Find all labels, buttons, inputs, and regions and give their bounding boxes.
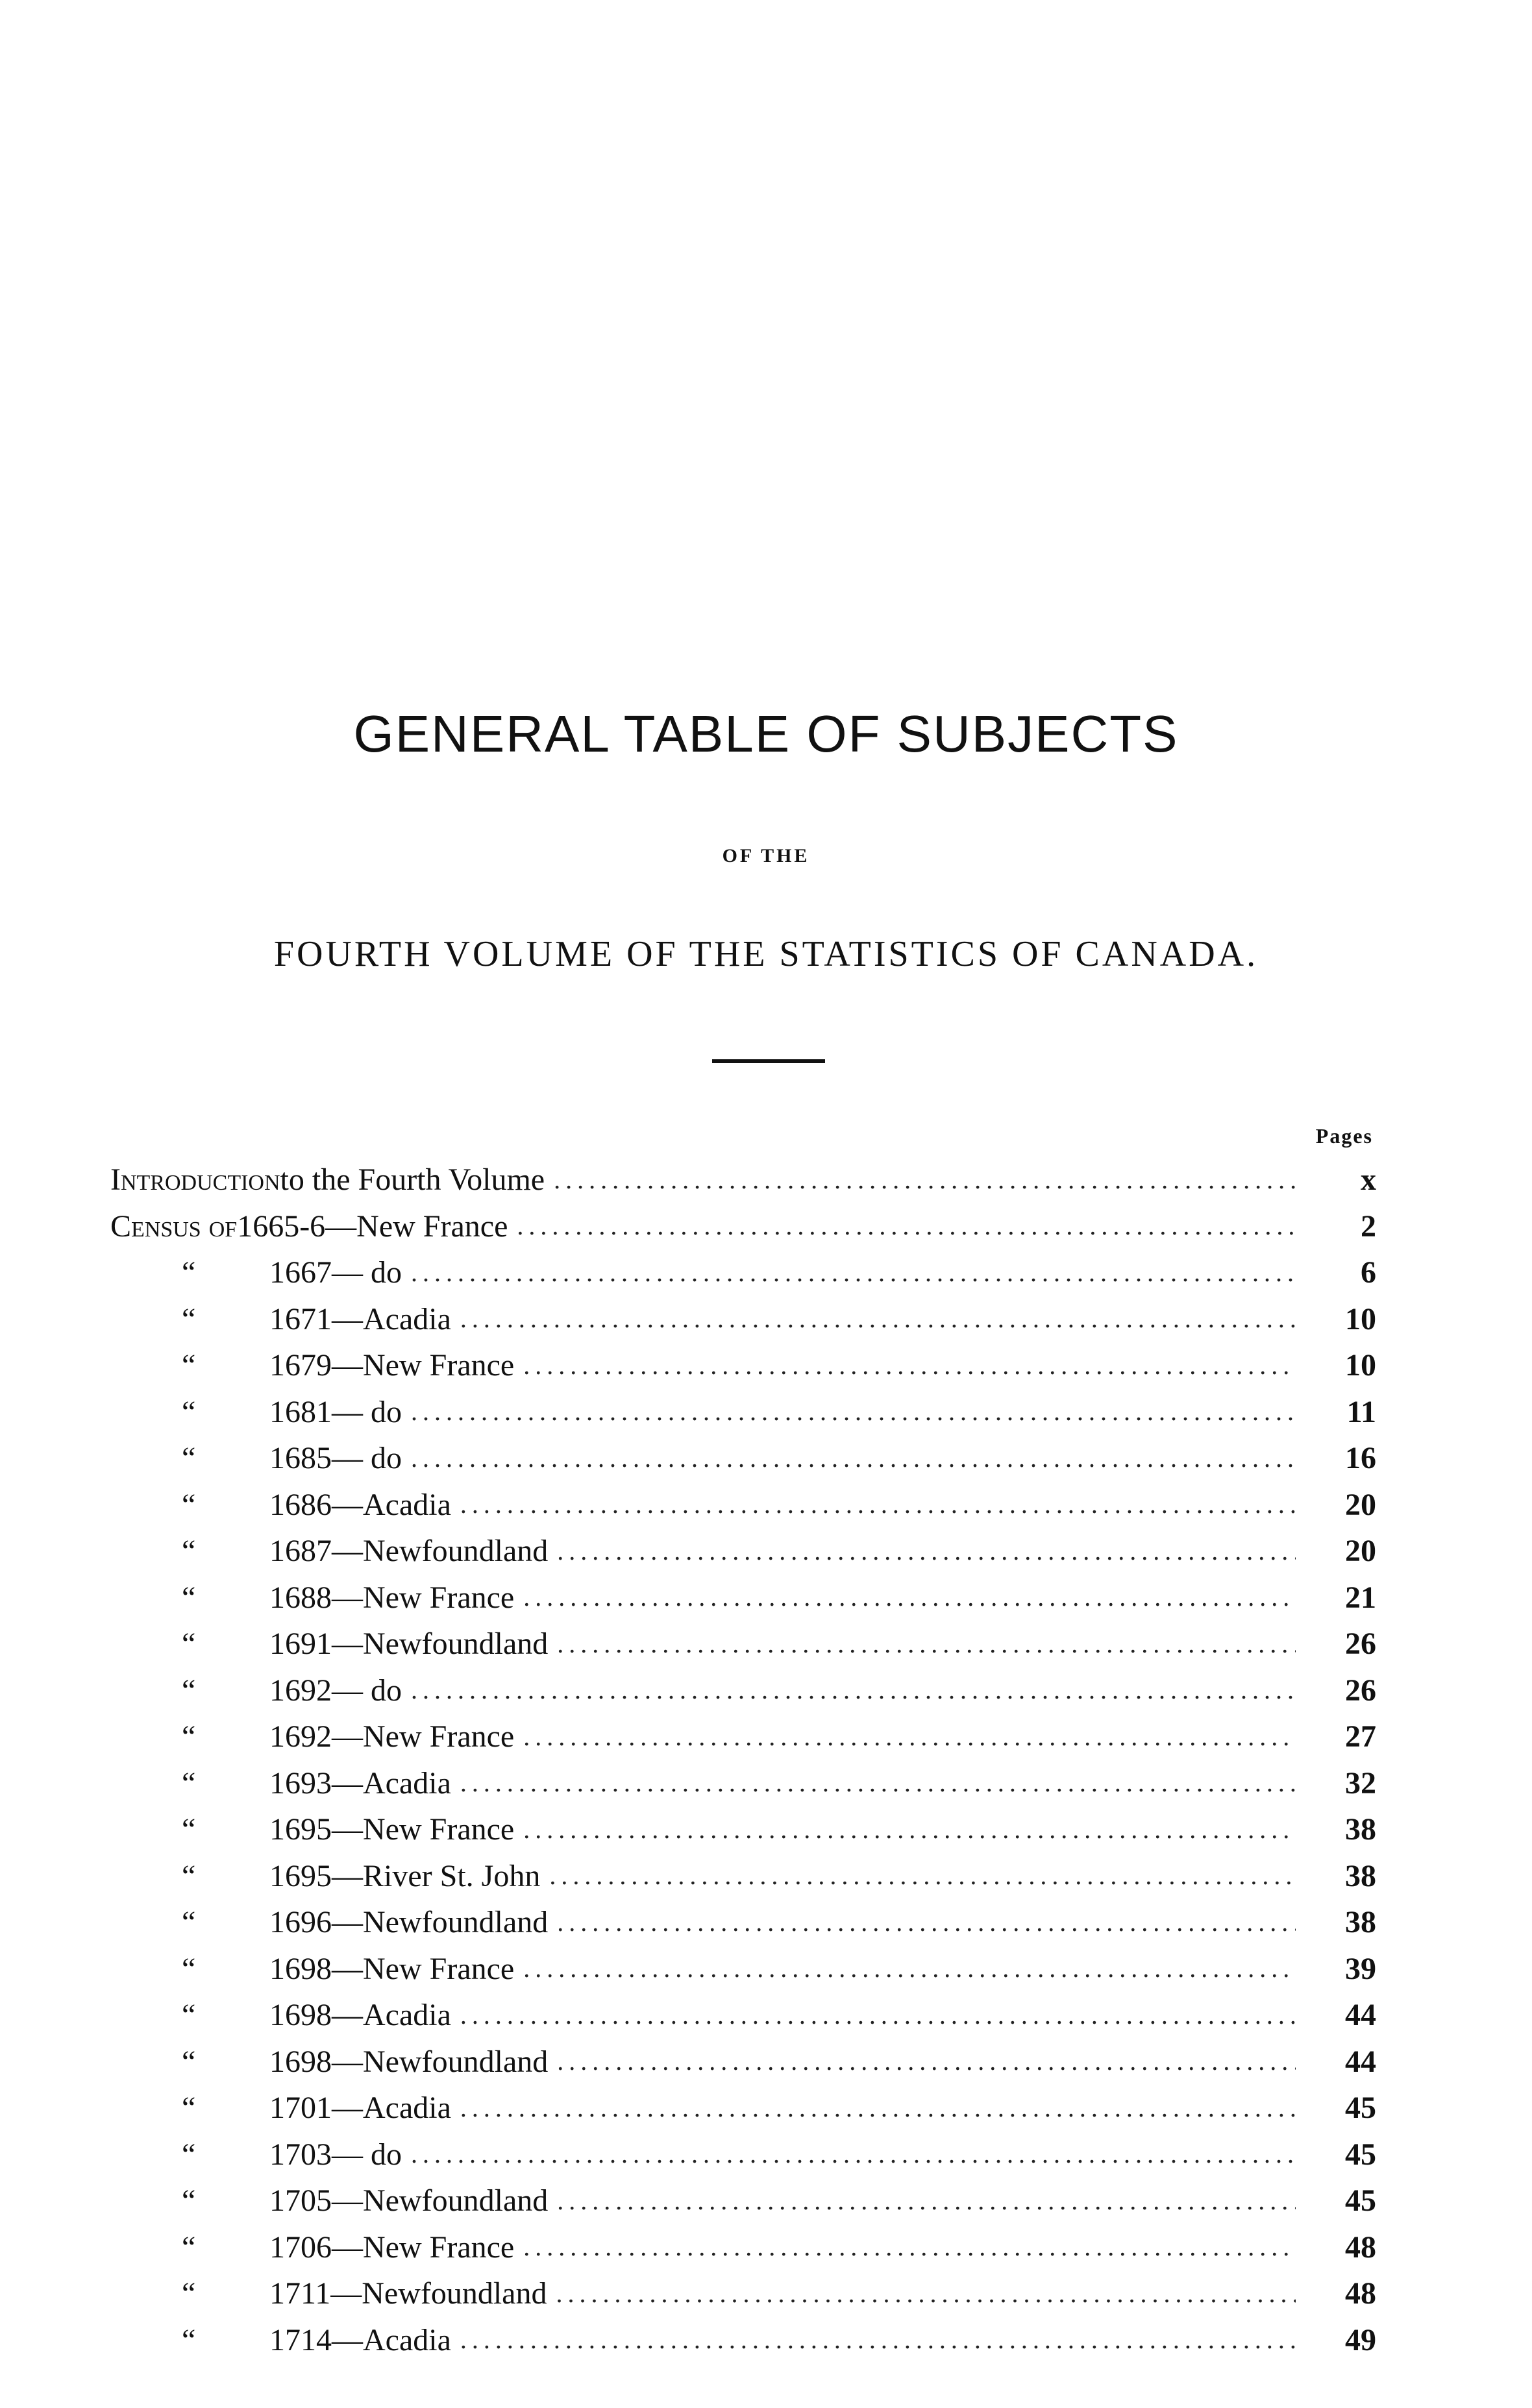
ditto-mark: “ — [182, 2183, 196, 2218]
toc-entry-text: 1692— do — [269, 1673, 402, 1708]
toc-entry-text: 1679—New France — [269, 1348, 515, 1383]
toc-entry — [110, 2317, 1376, 2364]
dot-leader — [411, 1399, 1296, 1425]
toc-entry-text: 1706—New France — [269, 2230, 515, 2265]
toc-entry-title — [110, 1533, 548, 1569]
toc-entry-title — [110, 2183, 548, 2218]
toc-entry-title — [110, 1162, 545, 1198]
toc-entry-page: 11 — [1346, 1394, 1376, 1429]
ditto-mark: “ — [182, 2137, 196, 2172]
dot-leader — [523, 1956, 1296, 1982]
ditto-mark: “ — [182, 2091, 196, 2126]
toc-entry-title — [110, 2090, 451, 2126]
toc-entry — [110, 2132, 1376, 2178]
toc-entry — [110, 1992, 1376, 2039]
toc-entry-page: 21 — [1345, 1580, 1376, 1615]
toc-entry — [110, 1899, 1376, 1946]
toc-entry — [110, 1621, 1376, 1667]
dot-leader — [557, 2048, 1296, 2074]
toc-entry — [110, 1667, 1376, 1714]
toc-entry-title — [110, 1673, 402, 1708]
toc-entry-title — [110, 1394, 402, 1430]
toc-entry-lead: Introduction — [110, 1162, 280, 1198]
dot-leader — [460, 2095, 1296, 2121]
dot-leader — [523, 2234, 1296, 2260]
toc-entry-text: 1714—Acadia — [269, 2322, 451, 2357]
ditto-mark: “ — [182, 1998, 196, 2033]
ditto-mark: “ — [182, 2044, 196, 2079]
toc-entry-page: 26 — [1345, 1673, 1376, 1708]
page-subtitle: OF THE — [722, 845, 810, 866]
dot-leader — [556, 2281, 1296, 2307]
toc-entry — [110, 1760, 1376, 1807]
toc-entry-text: 1698—New France — [269, 1951, 515, 1986]
toc-entry-text: 1686—Acadia — [269, 1487, 451, 1522]
toc-entry-page: 10 — [1345, 1348, 1376, 1383]
toc-entry — [110, 2224, 1376, 2271]
toc-entry-page: 44 — [1345, 2044, 1376, 2079]
toc-entry-title — [110, 2276, 547, 2311]
toc-entry — [110, 1342, 1376, 1389]
toc-entry — [110, 1575, 1376, 1621]
ditto-mark: “ — [182, 1719, 196, 1754]
toc-entry-title — [110, 1209, 508, 1244]
dot-leader — [554, 1167, 1296, 1193]
dot-leader — [460, 1306, 1296, 1332]
toc-entry-text: 1698—Newfoundland — [269, 2044, 549, 2079]
toc-entry-page: 45 — [1345, 2183, 1376, 2218]
toc-entry — [110, 1389, 1376, 1436]
dot-leader — [460, 2002, 1296, 2028]
toc-entry — [110, 1946, 1376, 1993]
toc-entry-page: 39 — [1345, 1951, 1376, 1986]
toc-entry-page: 38 — [1345, 1905, 1376, 1940]
toc-entry-page: 10 — [1345, 1301, 1376, 1336]
toc-entry — [110, 1435, 1376, 1482]
ditto-mark: “ — [182, 2322, 196, 2357]
page-title: GENERAL TABLE OF SUBJECTS — [353, 705, 1179, 763]
ditto-mark: “ — [182, 1951, 196, 1986]
toc-entry-text: 1693—Acadia — [269, 1765, 451, 1800]
toc-entry-text: 1696—Newfoundland — [269, 1905, 549, 1940]
toc-entry-page: 16 — [1345, 1441, 1376, 1476]
dot-leader — [549, 1863, 1296, 1889]
toc-entry-title — [110, 1580, 514, 1616]
toc-entry-title — [110, 1301, 451, 1337]
toc-entry-title — [110, 1904, 548, 1940]
toc-entry-page: 6 — [1361, 1255, 1376, 1290]
toc-entry-title — [110, 1719, 514, 1754]
toc-entry-title — [110, 1347, 514, 1383]
toc-entry-page: 26 — [1345, 1627, 1376, 1662]
ditto-mark: “ — [182, 1487, 196, 1522]
toc-entry — [110, 2085, 1376, 2132]
toc-entry-title — [110, 1440, 402, 1476]
dot-leader — [411, 1260, 1296, 1286]
toc-entry-text: 1671—Acadia — [269, 1301, 451, 1336]
toc-entry-page: 45 — [1345, 2137, 1376, 2172]
toc-entry-title — [110, 1765, 451, 1801]
ditto-mark: “ — [182, 1255, 196, 1290]
ditto-mark: “ — [182, 1580, 196, 1615]
ditto-mark: “ — [182, 1301, 196, 1336]
toc-entry-title — [110, 2230, 514, 2265]
toc-entry-page: 27 — [1345, 1719, 1376, 1754]
ditto-mark: “ — [182, 1812, 196, 1847]
dot-leader — [557, 1538, 1296, 1564]
dot-leader — [557, 2188, 1296, 2214]
dot-leader — [517, 1213, 1296, 1239]
toc-entry-page: 45 — [1345, 2091, 1376, 2126]
pages-column-header: Pages — [1315, 1124, 1373, 1148]
dot-leader — [411, 1445, 1296, 1471]
dot-leader — [557, 1910, 1296, 1935]
toc-entry-title — [110, 1255, 402, 1290]
toc-entry-title — [110, 1858, 540, 1894]
toc-entry-page: 32 — [1345, 1765, 1376, 1800]
toc-entry-text: 1691—Newfoundland — [269, 1627, 549, 1662]
toc-entry-page: 38 — [1345, 1812, 1376, 1847]
toc-entry-title — [110, 1812, 514, 1847]
toc-entry — [110, 1528, 1376, 1575]
toc-entry — [110, 1203, 1376, 1250]
ditto-mark: “ — [182, 1534, 196, 1569]
toc-entry-text: 1687—Newfoundland — [269, 1534, 549, 1569]
ditto-mark: “ — [182, 2230, 196, 2265]
ditto-mark: “ — [182, 1348, 196, 1383]
toc-entry — [110, 1482, 1376, 1529]
toc-entry-title — [110, 1487, 451, 1523]
ditto-mark: “ — [182, 1765, 196, 1800]
toc-entry-page: x — [1361, 1162, 1376, 1198]
ditto-mark: “ — [182, 1858, 196, 1893]
toc-entry-text: 1685— do — [269, 1441, 402, 1476]
toc-entry-title — [110, 2137, 402, 2172]
toc-entry-text: 1701—Acadia — [269, 2091, 451, 2126]
toc-entry-lead: Census of — [110, 1209, 238, 1244]
toc-entry-title — [110, 1997, 451, 2033]
toc-entry-page: 48 — [1345, 2276, 1376, 2311]
dot-leader — [460, 2327, 1296, 2353]
toc-entry-title — [110, 2322, 451, 2358]
toc-entry-text: to the Fourth Volume — [280, 1162, 545, 1198]
dot-leader — [557, 1631, 1296, 1657]
toc-entry-page: 49 — [1345, 2322, 1376, 2357]
toc-entry-text: 1695—New France — [269, 1812, 515, 1847]
toc-entry-text: 1681— do — [269, 1394, 402, 1429]
ditto-mark: “ — [182, 1673, 196, 1708]
toc-entry-page: 20 — [1345, 1487, 1376, 1522]
dot-leader — [460, 1770, 1296, 1796]
toc-entry-title — [110, 1626, 548, 1662]
table-of-contents — [110, 1157, 1376, 2363]
toc-entry-text: 1667— do — [269, 1255, 402, 1290]
dot-leader — [523, 1584, 1296, 1610]
toc-entry-page: 20 — [1345, 1534, 1376, 1569]
toc-entry-page: 44 — [1345, 1998, 1376, 2033]
toc-entry — [110, 1853, 1376, 1900]
toc-entry-text: 1688—New France — [269, 1580, 515, 1615]
ditto-mark: “ — [182, 1905, 196, 1940]
volume-title: FOURTH VOLUME OF THE STATISTICS OF CANADA. — [273, 934, 1259, 974]
toc-entry — [110, 2178, 1376, 2224]
toc-entry — [110, 1249, 1376, 1296]
toc-entry-text: 1692—New France — [269, 1719, 515, 1754]
toc-entry-text: 1705—Newfoundland — [269, 2183, 549, 2218]
ditto-mark: “ — [182, 1394, 196, 1429]
dot-leader — [460, 1492, 1296, 1517]
toc-entry — [110, 1714, 1376, 1760]
title-divider — [712, 1059, 825, 1063]
toc-entry — [110, 1296, 1376, 1343]
toc-entry-page: 48 — [1345, 2230, 1376, 2265]
toc-entry — [110, 2270, 1376, 2317]
ditto-mark: “ — [182, 1627, 196, 1662]
toc-entry — [110, 2039, 1376, 2085]
toc-entry — [110, 1157, 1376, 1203]
toc-entry-text: 1698—Acadia — [269, 1998, 451, 2033]
dot-leader — [523, 1724, 1296, 1750]
toc-entry-title — [110, 2044, 548, 2080]
ditto-mark: “ — [182, 1441, 196, 1476]
toc-entry-text: 1711—Newfoundland — [269, 2276, 547, 2311]
toc-entry-page: 2 — [1361, 1209, 1376, 1244]
toc-entry-page: 38 — [1345, 1858, 1376, 1893]
ditto-mark: “ — [182, 2276, 196, 2311]
toc-entry — [110, 1806, 1376, 1853]
dot-leader — [523, 1353, 1296, 1379]
toc-entry-title — [110, 1951, 514, 1987]
toc-entry-text: 1695—River St. John — [269, 1858, 541, 1893]
dot-leader — [411, 1677, 1296, 1703]
dot-leader — [523, 1817, 1296, 1843]
toc-entry-text: 1703— do — [269, 2137, 402, 2172]
toc-entry-text: 1665-6—New France — [237, 1209, 508, 1244]
dot-leader — [411, 2141, 1296, 2167]
